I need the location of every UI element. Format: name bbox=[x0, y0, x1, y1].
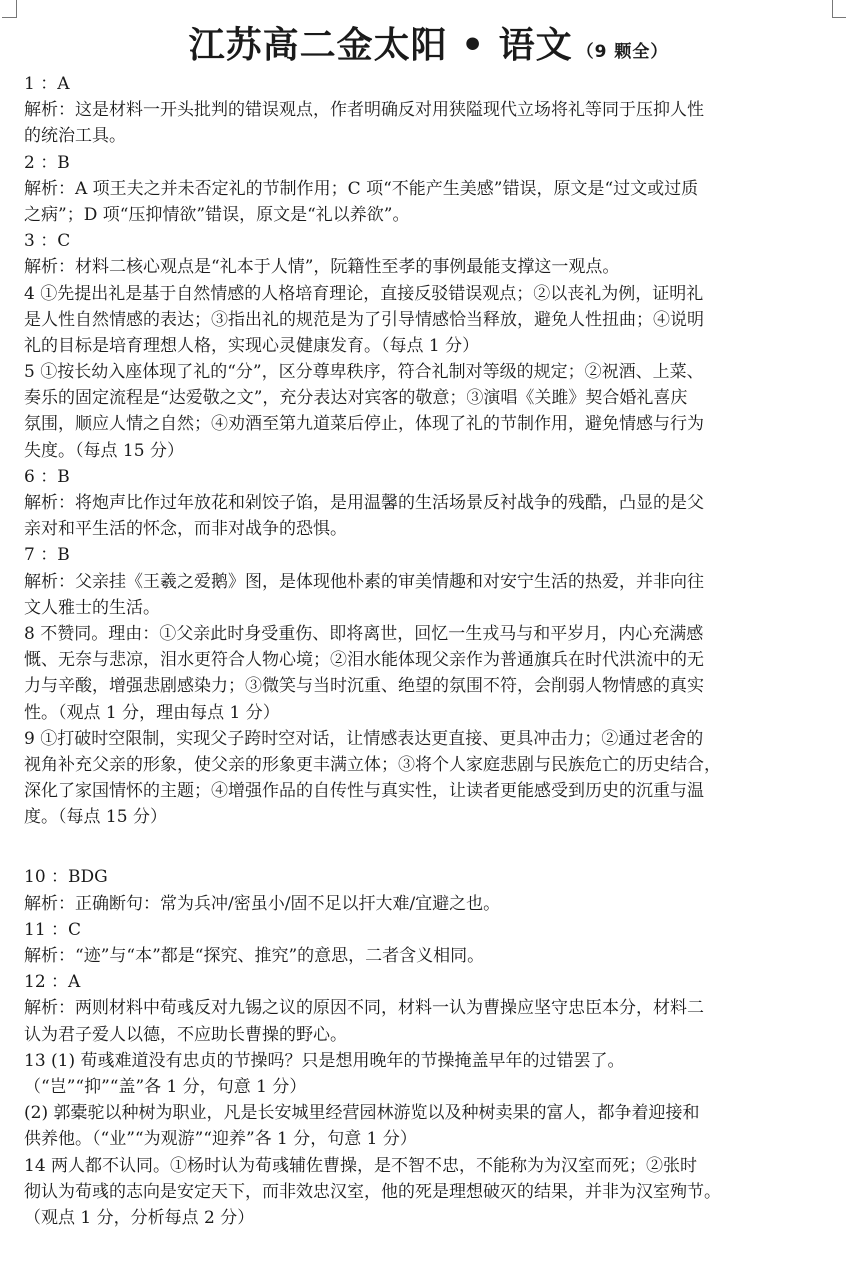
crop-mark-left-h bbox=[2, 17, 16, 18]
crop-mark-right bbox=[832, 0, 833, 18]
text-line: 之病”；D 项“压抑情欲”错误，原文是“礼以养欲”。 bbox=[24, 204, 410, 225]
text-line: 4 ①先提出礼是基于自然情感的人格培育理论，直接反驳错误观点；②以丧礼为例，证明礼 bbox=[24, 283, 704, 304]
text-line: 礼的目标是培育理想人格，实现心灵健康发育。（每点 1 分） bbox=[24, 335, 480, 356]
text-line: （观点 1 分，分析每点 2 分） bbox=[24, 1207, 255, 1228]
text-line: 慨、无奈与悲凉，泪水更符合人物心境；②泪水能体现父亲作为普通旗兵在时代洪流中的无 bbox=[24, 650, 704, 671]
text-line: 6 ：B bbox=[24, 466, 70, 487]
title-main: 江苏高二金太阳 • 语文 bbox=[188, 25, 573, 66]
text-line: 11 ：C bbox=[24, 919, 82, 940]
text-line: 8 不赞同。理由：①父亲此时身受重伤、即将离世，回忆一生戎马与和平岁月，内心充满感 bbox=[24, 623, 704, 644]
crop-mark-left bbox=[16, 0, 17, 18]
text-line: 认为君子爱人以德，不应助长曹操的野心。 bbox=[24, 1024, 347, 1045]
text-line: 奏乐的固定流程是“达爱敬之文”，充分表达对宾客的敬意；③演唱《关雎》契合婚礼喜庆 bbox=[24, 388, 688, 409]
text-line: 深化了家国情怀的主题；④增强作品的自传性与真实性，让读者更能感受到历史的沉重与温 bbox=[24, 781, 704, 802]
text-line: 是人性自然情感的表达；③指出礼的规范是为了引导情感恰当释放，避免人性扭曲；④说明 bbox=[24, 309, 704, 330]
text-line: 氛围，顺应人情之自然；④劝酒至第九道菜后停止，体现了礼的节制作用，避免情感与行为 bbox=[24, 414, 704, 435]
text-line: 性。（观点 1 分，理由每点 1 分） bbox=[24, 702, 280, 723]
text-line: （“岂”“抑”“盖”各 1 分，句意 1 分） bbox=[24, 1076, 307, 1097]
text-line: 彻认为荀彧的志向是安定天下，而非效忠汉室，他的死是理想破灭的结果，并非为汉室殉节。 bbox=[24, 1181, 721, 1202]
text-line: 度。（每点 15 分） bbox=[24, 807, 167, 828]
text-line: 解析：将炮声比作过年放花和剁饺子馅，是用温馨的生活场景反衬战争的残酷，凸显的是父 bbox=[24, 493, 704, 513]
text-line: 14 两人都不认同。①杨时认为荀彧辅佐曹操，是不智不忠，不能称为为汉室而死；②张时 bbox=[24, 1155, 698, 1176]
crop-mark-right-h bbox=[832, 17, 846, 18]
text-line: 3 ：C bbox=[24, 231, 71, 252]
text-line: 9 ①打破时空限制，实现父子跨时空对话，让情感表达更直接、更具冲击力；②通过老舍的 bbox=[24, 728, 704, 749]
text-line: 力与辛酸，增强悲剧感染力；③微笑与当时沉重、绝望的氛围不符，会削弱人物情感的真实 bbox=[24, 676, 704, 697]
text-line: 5 ①按长幼入座体现了礼的“分”，区分尊卑秩序，符合礼制对等级的规定；②祝酒、上菜、 bbox=[24, 362, 704, 383]
page-title bbox=[0, 22, 857, 76]
text-line: 亲对和平生活的怀念，而非对战争的恐惧。 bbox=[24, 519, 347, 540]
text-line: 供养他。（“业”“为观游”“迎养”各 1 分，句意 1 分） bbox=[24, 1129, 417, 1150]
answer-body bbox=[24, 71, 832, 1231]
text-line: 解析：这是材料一开头批判的错误观点，作者明确反对用狭隘现代立场将礼等同于压抑人性 bbox=[24, 100, 704, 121]
text-line: 解析：材料二核心观点是“礼本于人情”，阮籍性至孝的事例最能支撑这一观点。 bbox=[24, 257, 620, 278]
text-line: 解析：两则材料中荀彧反对九锡之议的原因不同，材料一认为曹操应坚守忠臣本分，材料二 bbox=[24, 998, 704, 1019]
text-line: 文人雅士的生活。 bbox=[24, 597, 160, 618]
text-line: 2 ：B bbox=[24, 152, 70, 173]
text-line: 解析：“迹”与“本”都是“探究、推究”的意思，二者含义相同。 bbox=[24, 946, 485, 966]
title-sub: （9 颗全） bbox=[576, 42, 669, 62]
text-line: 的统治工具。 bbox=[24, 126, 126, 147]
text-line: 解析：父亲挂《王羲之爱鹅》图，是体现他朴素的审美情趣和对安宁生活的热爱，并非向往 bbox=[24, 571, 704, 592]
text-line: 失度。（每点 15 分） bbox=[24, 440, 184, 461]
text-line: (2) 郭橐驼以种树为职业，凡是长安城里经营园林游览以及种树卖果的富人，都争着迎接和 bbox=[24, 1103, 700, 1124]
text-line: 13 (1) 荀彧难道没有忠贞的节操吗？只是想用晚年的节操掩盖早年的过错罢了。 bbox=[24, 1050, 625, 1071]
text-line: 1 ：A bbox=[24, 74, 70, 94]
text-line: 视角补充父亲的形象，使父亲的形象更丰满立体；③将个人家庭悲剧与民族危亡的历史结合， bbox=[24, 754, 721, 775]
blank-gap bbox=[24, 830, 832, 864]
text-line: 解析：A 项王夫之并未否定礼的节制作用；C 项“不能产生美感”错误，原文是“过文或过质 bbox=[24, 178, 699, 199]
text-line: 7 ：B bbox=[24, 545, 70, 566]
text-line: 10 ：BDG bbox=[24, 867, 108, 888]
text-line: 12 ：A bbox=[24, 972, 81, 993]
text-line: 解析：正确断句：常为兵冲/密虽小/固不足以扞大难/宜避之也。 bbox=[24, 893, 501, 914]
